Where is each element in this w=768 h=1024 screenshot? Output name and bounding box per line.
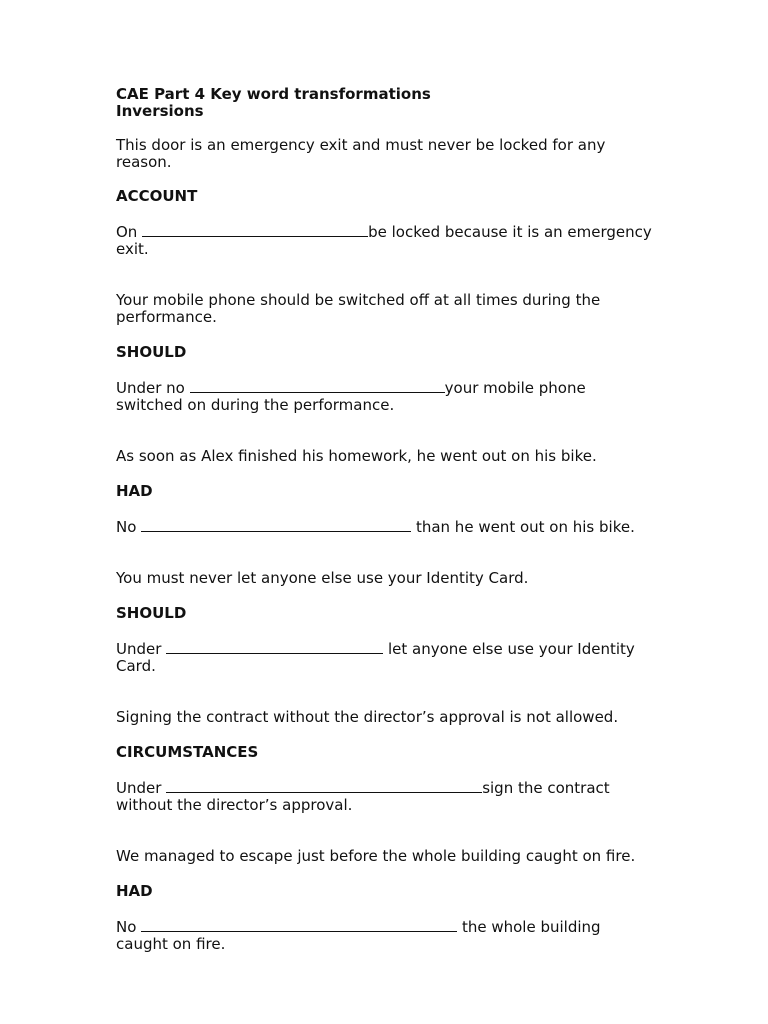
item-5-keyword: CIRCUMSTANCES [116, 743, 259, 761]
item-4-prefix: Under [116, 640, 162, 658]
item-1-suffix: be locked because it is an emergency exit. [116, 223, 652, 258]
item-2-answer-line [116, 378, 656, 414]
item-3-prefix: No [116, 518, 137, 536]
page-title: CAE Part 4 Key word transformations [116, 85, 431, 103]
item-1-blank[interactable] [142, 222, 368, 237]
item-3-sentence: As soon as Alex finished his homework, he went out on his bike. [116, 447, 597, 465]
item-6-answer-line [116, 917, 656, 953]
item-2-keyword: SHOULD [116, 343, 187, 361]
item-4-suffix: let anyone else use your Identity Card. [116, 640, 635, 675]
item-2-sentence: Your mobile phone should be switched off at all times during the performance. [116, 291, 601, 326]
item-1-prefix: On [116, 223, 138, 241]
item-4-keyword: SHOULD [116, 604, 187, 622]
item-6-sentence: We managed to escape just before the whole building caught on fire. [116, 847, 636, 865]
item-1-keyword: ACCOUNT [116, 187, 198, 205]
item-4-blank[interactable] [166, 639, 383, 654]
item-1-answer-line [116, 222, 656, 258]
item-3-keyword: HAD [116, 482, 153, 500]
item-6-blank[interactable] [141, 917, 457, 932]
item-6-keyword: HAD [116, 882, 153, 900]
item-3-answer-line [116, 517, 656, 536]
item-5-suffix: sign the contract without the director’s approval. [116, 779, 610, 814]
item-5-prefix: Under [116, 779, 162, 797]
item-5-sentence: Signing the contract without the director’s approval is not allowed. [116, 708, 619, 726]
item-6-suffix: the whole building caught on fire. [116, 918, 601, 953]
item-5-answer-line [116, 778, 656, 814]
worksheet-content [116, 86, 656, 953]
page-subtitle: Inversions [116, 102, 204, 120]
item-2-prefix: Under no [116, 379, 185, 397]
item-2-blank[interactable] [190, 378, 445, 393]
item-2-suffix: your mobile phone switched on during the performance. [116, 379, 586, 414]
item-5-blank[interactable] [166, 778, 482, 793]
item-1-sentence: This door is an emergency exit and must never be locked for any reason. [116, 136, 606, 171]
item-6-prefix: No [116, 918, 137, 936]
item-3-suffix: than he went out on his bike. [411, 518, 635, 536]
item-4-sentence: You must never let anyone else use your Identity Card. [116, 569, 529, 587]
item-3-blank[interactable] [141, 517, 411, 532]
item-4-answer-line [116, 639, 656, 675]
